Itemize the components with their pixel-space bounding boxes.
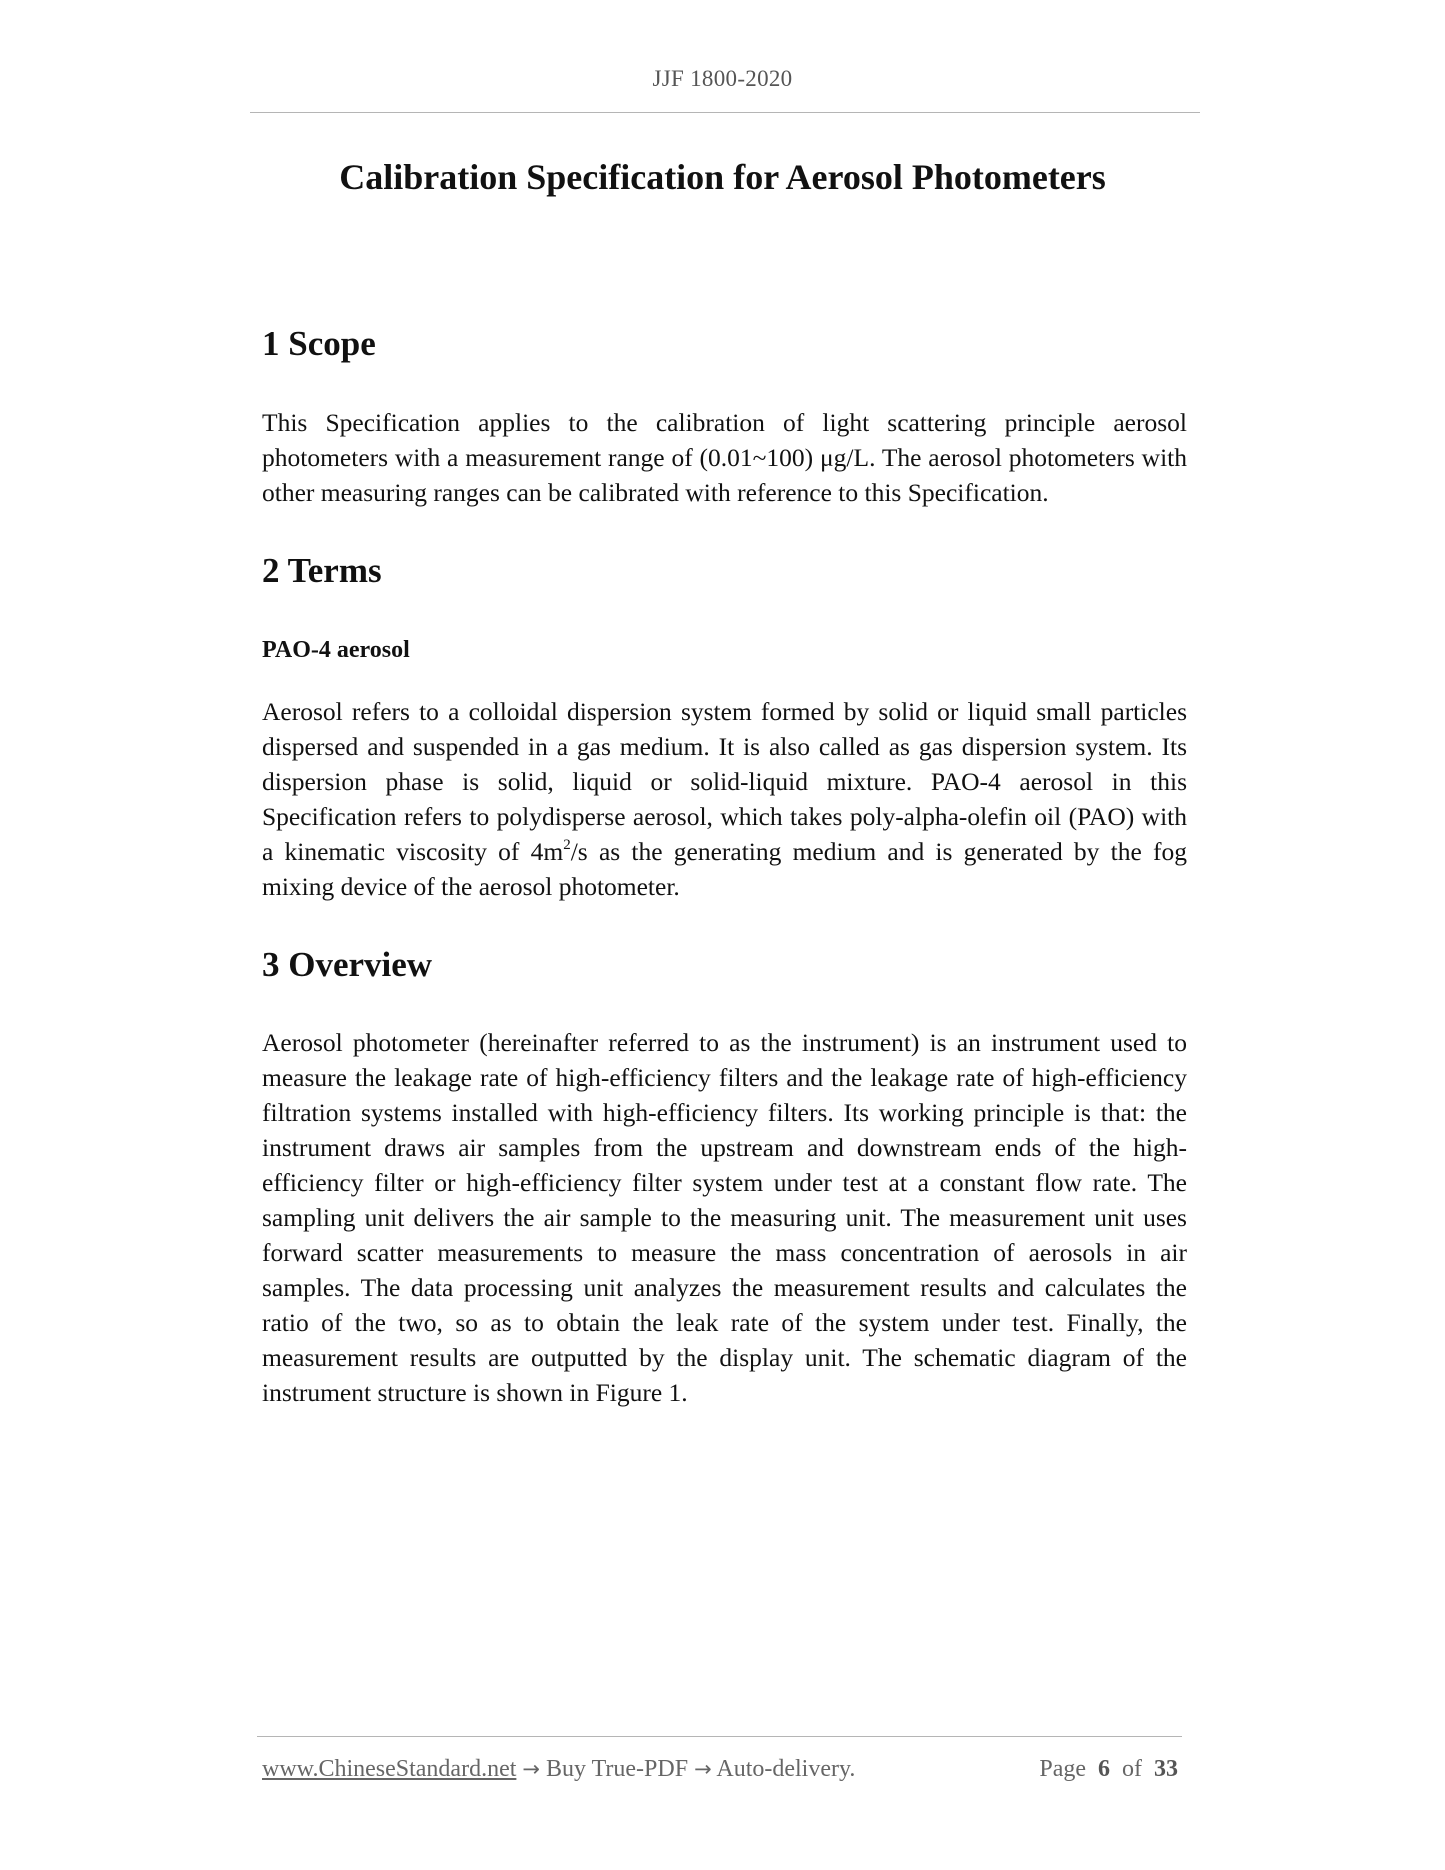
of-label: of xyxy=(1122,1756,1142,1782)
section-heading-terms: 2 Terms xyxy=(262,551,382,590)
section-heading-scope: 1 Scope xyxy=(262,324,376,363)
footer-promo xyxy=(262,1756,855,1783)
auto-delivery-text: Auto-delivery. xyxy=(716,1756,856,1782)
overview-paragraph: Aerosol photometer (hereinafter referred to as the instrument) is an instrument used to measure the leakage rate of high-efficiency filters and the leakage rate of high-efficiency filtration systems installed with high-efficiency filters. Its working principle is that: the instrument draws air samples from the upstream and downstream ends of the high-efficiency filter or high-efficiency filter system under test at a constant flow rate. The sampling unit delivers the air sample to the measuring unit. The measurement unit uses forward scatter measurements to measure the mass concentration of aerosols in air samples. The data processing unit analyzes the measurement results and calculates the ratio of the two, so as to obtain the leak rate of the system under test. Finally, the measurement results are outputted by the display unit. The schematic diagram of the instrument structure is shown in Figure 1. xyxy=(262,1028,1187,1407)
terms-paragraph-text-2: /s as the generating medium and is generated by the fog mixing device of the aerosol photometer. xyxy=(262,837,1187,901)
document-title: Calibration Specification for Aerosol Photometers xyxy=(339,157,1106,197)
arrow-right-icon: → xyxy=(522,1757,540,1781)
header-divider xyxy=(250,112,1200,113)
arrow-right-icon: → xyxy=(694,1757,712,1781)
terms-paragraph-text-1: Aerosol refers to a colloidal dispersion system formed by solid or liquid small particles dispersed and suspended in a gas medium. It is also called as gas dispersion system. Its dispersion phase is solid, liquid or solid-liquid mixture. PAO-4 aerosol in this Specification refers to polydisperse aerosol, which takes poly-alpha-olefin oil (PAO) with a kinematic viscosity of 4m xyxy=(262,697,1187,866)
page-label: Page xyxy=(1039,1756,1086,1782)
term-heading-pao4: PAO-4 aerosol xyxy=(262,637,410,663)
current-page-number: 6 xyxy=(1098,1756,1110,1782)
total-pages-number: 33 xyxy=(1154,1756,1178,1782)
page-indicator xyxy=(1039,1756,1178,1783)
document-code-header: JJF 1800-2020 xyxy=(652,66,793,91)
buy-true-pdf-text: Buy True-PDF xyxy=(546,1756,689,1782)
section-heading-overview: 3 Overview xyxy=(262,945,433,984)
superscript-exponent: 2 xyxy=(563,836,571,853)
footer-divider xyxy=(257,1736,1182,1737)
website-link[interactable]: www.ChineseStandard.net xyxy=(262,1756,517,1782)
scope-paragraph: This Specification applies to the calibration of light scattering principle aerosol photometers with a measurement range of (0.01~100) μg/L. The aerosol photometers with other measuring ranges can be calibrated with reference to this Specification. xyxy=(262,408,1187,507)
terms-paragraph xyxy=(262,694,1187,904)
